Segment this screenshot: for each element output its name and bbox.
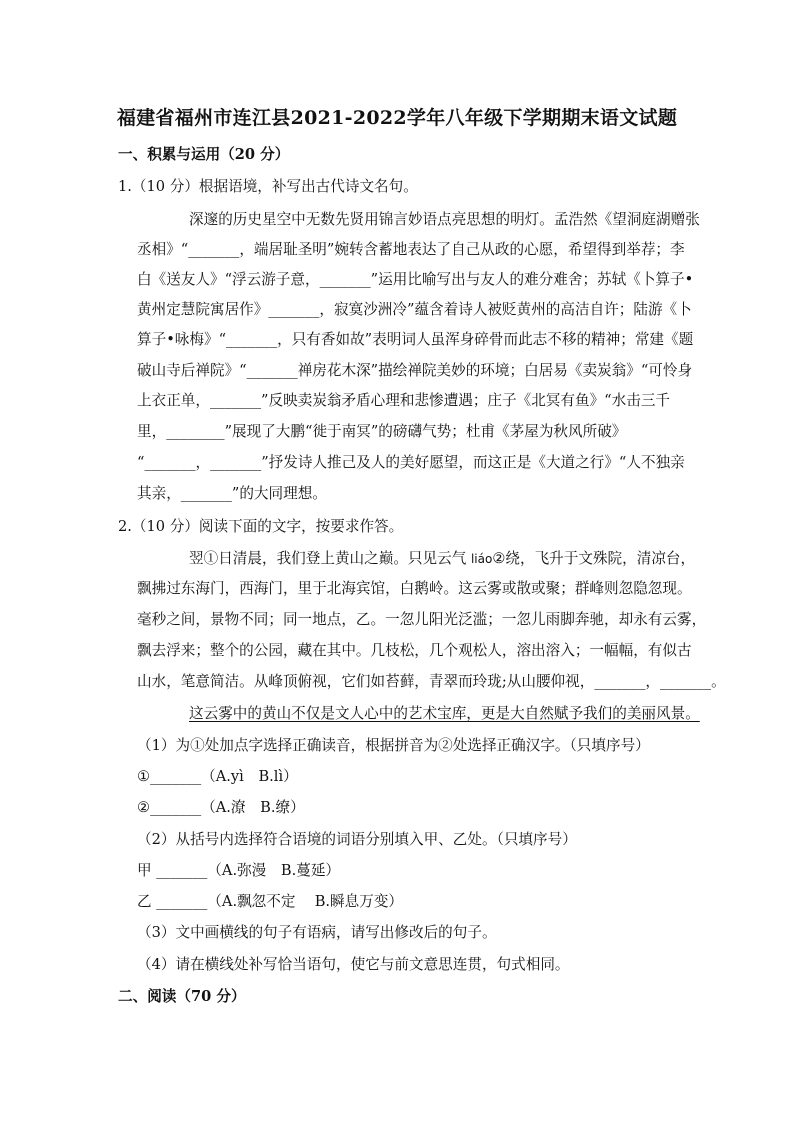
question-2-passage-line: 飘去浮来；整个的公园，藏在其中。几枝松，几个观松人，溶出溶入；一幅幅，有似古 (137, 642, 692, 659)
sub-question: （4）请在横线处补写恰当语句，使它与前文意思连贯，句式相同。 (137, 956, 570, 973)
answer-line: ①_______（A.yì B.lì） (137, 768, 298, 785)
question-1-line: 丞相》“_______，端居耻圣明”婉转含蓄地表达了自己从政的心愿，希望得到举荐；李 (137, 241, 685, 258)
question-2-passage-line: 飘拂过东海门，西海门，里于北海宾馆，白鹅岭。这云雾或散或聚；群峰则忽隐忽现。 (137, 580, 692, 597)
question-2-stem: 2.（10 分）阅读下面的文字，按要求作答。 (118, 518, 404, 535)
answer-line: ②_______（A.潦 B.缭） (137, 799, 305, 816)
question-1-stem: 1.（10 分）根据语境，补写出古代诗文名句。 (118, 178, 418, 195)
sub-question: （3）文中画横线的句子有语病，请写出修改后的句子。 (137, 924, 497, 941)
section-heading-1: 一、积累与运用（20 分） (118, 146, 290, 163)
question-1-line: 其亲，_______”的大同理想。 (137, 485, 327, 502)
passage-text: 翌①日清晨，我们登上黄山之巅。只见云气 (189, 550, 471, 567)
question-2-passage-line: 毫秒之间，景物不同；同一地点，乙。一忽儿阳光泛滥；一忽儿雨脚奔驰，却永有云雾， (137, 611, 707, 628)
question-1-line: “_______，_______”抒发诗人推己及人的美好愿望，而这正是《大道之行》“人不独亲 (137, 454, 685, 471)
question-1-line: 破山寺后禅院》“_______禅房花木深”描绘禅院美妙的环境；白居易《卖炭翁》“可怜身 (137, 362, 693, 379)
question-1-line: 里，________”展现了大鹏“徙于南冥”的磅礴气势；杜甫《茅屋为秋风所破》 (137, 423, 627, 440)
sub-question: （2）从括号内选择符合语境的词语分别填入甲、乙处。（只填序号） (137, 831, 577, 848)
question-1-line: 深邃的历史星空中无数先贤用锦言妙语点亮思想的明灯。孟浩然《望洞庭湖赠张 (189, 211, 700, 228)
question-2-passage-line (189, 549, 695, 569)
question-1-line: 算子•咏梅》“_______，只有香如故”表明词人虽浑身碎骨而此志不移的精神；常建《题 (137, 331, 694, 348)
underlined-sentence: 这云雾中的黄山不仅是文人心中的艺术宝库，更是大自然赋予我们的美丽风景。 (189, 705, 700, 722)
answer-line: 乙 _______（A.飘忽不定 B.瞬息万变） (137, 893, 404, 910)
pinyin-annotation: liáo (470, 552, 493, 566)
sub-question: （1）为①处加点字选择正确读音，根据拼音为②处选择正确汉字。（只填序号） (137, 737, 650, 754)
answer-line: 甲 _______（A.弥漫 B.蔓延） (137, 862, 341, 879)
passage-text: ②绕，飞升于文殊院，清凉台， (492, 550, 696, 567)
section-heading-2: 二、阅读（70 分） (118, 988, 246, 1005)
question-1-line: 白《送友人》“浮云游子意，_______”运用比喻写出与友人的难分难舍；苏轼《卜算子• (137, 271, 694, 288)
page-title: 福建省福州市连江县2021-2022学年八年级下学期期末语文试题 (116, 107, 678, 129)
question-1-line: 黄州定慧院寓居作》_______，寂寞沙洲冷”蕴含着诗人被贬黄州的高洁自许；陆游《卜 (137, 301, 692, 318)
question-2-passage-line: 山水，笔意简洁。从峰顶俯视，它们如苔藓，青翠而玲珑;从山腰仰视，_______，_______。 (137, 673, 726, 690)
question-1-line: 上衣正单，_______”反映卖炭翁矛盾心理和悲惨遭遇；庄子《北冥有鱼》“水击三千 (137, 392, 671, 409)
